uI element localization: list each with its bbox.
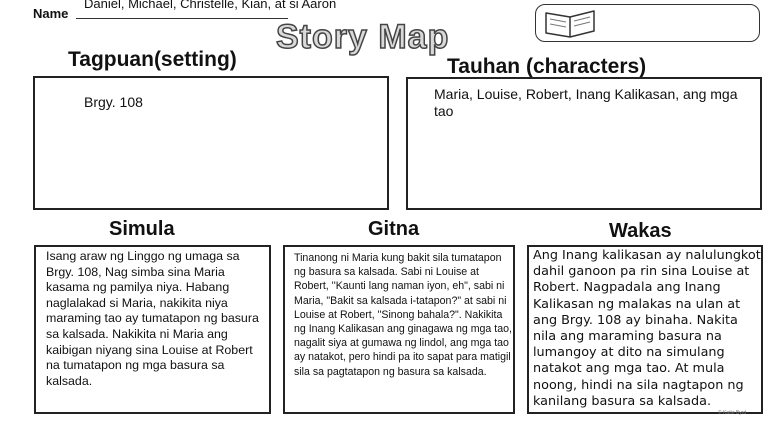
setting-heading: Tagpuan(setting) [68, 48, 237, 71]
open-book-icon [540, 7, 600, 44]
setting-text[interactable]: Brgy. 108 [84, 94, 143, 110]
middle-heading: Gitna [368, 218, 420, 240]
end-text[interactable]: Ang Inang kalikasan ay nalulungkot dahil ganoon pa rin sina Louise at Robert. Nagpadala ang Inang Kalikasan ng malakas na ulan at ang Brgy. 108 ay binaha. Nakita nila ang maraming basura na lumangoy at dito na simulang natakot ang mga tao. At mula noong, hindi na sila nagtapon ng kanilang basura sa kalsada. [533, 248, 761, 409]
beginning-heading: Simula [109, 218, 175, 240]
name-label: Name [33, 6, 69, 21]
page-title: Story Map [276, 18, 450, 56]
end-heading: Wakas [609, 220, 672, 242]
name-value: Daniel, Michael, Christelle, Kian, at si Aaron [84, 0, 337, 11]
book-box [535, 4, 760, 42]
beginning-text[interactable]: Isang araw ng Linggo ng umaga sa Brgy. 108, Nag simba sina Maria kasama ng pamilya niya. Habang naglalakad si Maria, nakikita niya maraming tao ay tumatapon ng basura sa kalsada. Nakikita ni Maria ang kaibigan niyang sina Louise at Robert na tumatapon ng mga basura sa kalsada. [46, 249, 259, 388]
middle-text[interactable]: Tinanong ni Maria kung bakit sila tumatapon ng basura sa kalsada. Sabi ni Louise at Robert, ''Kaunti lang naman iyon, eh", sabi ni Maria, "Bakit sa kalsada i-tatapon?" at sabi ni Louise at Robert, "Sinong bahala?". Nakikita ng Inang Kalikasan ang ginagawa ng mga tao, nagalit siya at gumawa ng lindol, ang mga tao ay natakot, pero hindi pa ito sapat para matigil sila sa pagtatapon ng basura sa kalsada. [294, 252, 512, 378]
credit-text: © Katie Byrd [718, 410, 747, 416]
characters-heading: Tauhan (characters) [447, 55, 647, 78]
name-underline [76, 18, 288, 19]
characters-text[interactable]: Maria, Louise, Robert, Inang Kalikasan, ang mga tao [434, 86, 738, 119]
